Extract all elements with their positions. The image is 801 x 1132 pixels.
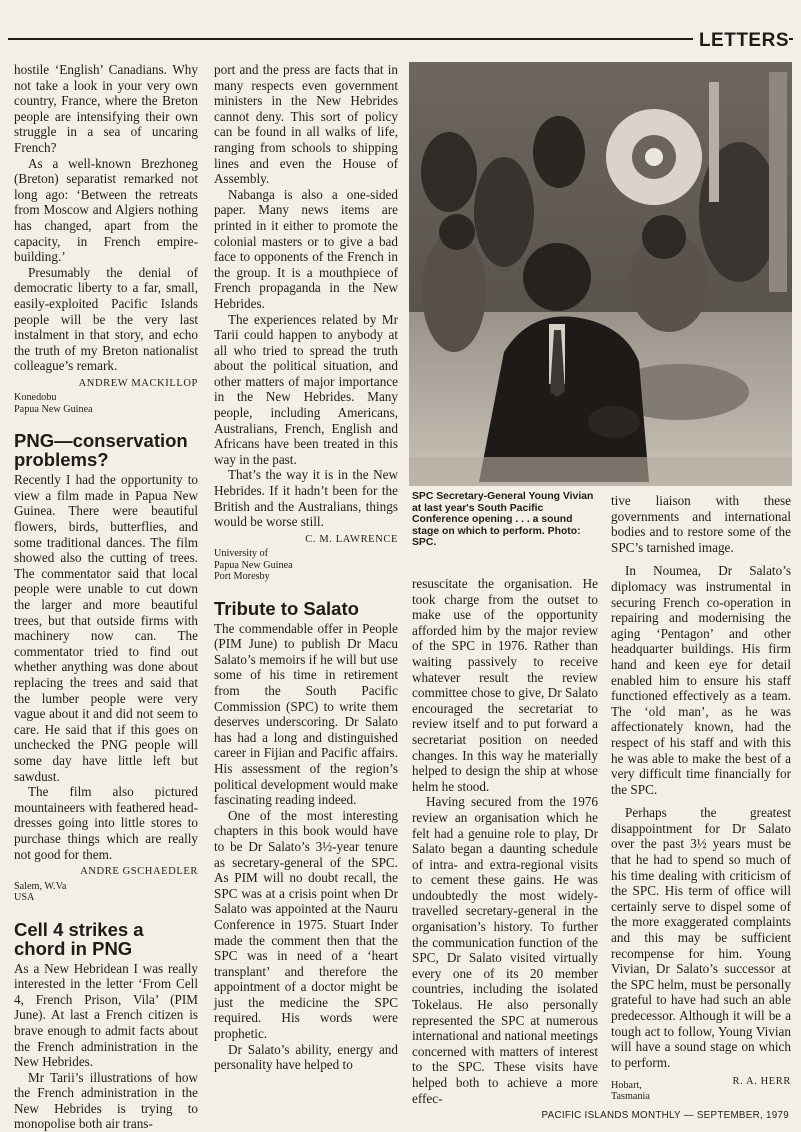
letter4-paragraph: Dr Salato’s ability, energy and personality have helped to — [214, 1041, 398, 1073]
letter3-signature: C. M. LAWRENCE — [305, 533, 398, 545]
letter2-headline: PNG—conservation problems? — [14, 430, 188, 471]
letter2-paragraph: The film also pictured mountaineers with feathered head-dresses going into little stores to purchase things which are really not good for them. — [14, 784, 198, 862]
letter4-paragraph: Perhaps the greatest disappointment for Dr Salato over the past 3½ years must be that he had to spend so much of his time dealing with criticism of the SPC. His term of office will certainly serve to dispel some of the more exaggerated complaints and this may be sufficient recompense for him. Young Vivian, Dr Salato’s successor at the SPC helm, must be personally grateful to have had such an able predecessor. Although it will be a tough act to follow, Young Vivian will have a sound stage on which to perform. — [611, 805, 791, 1070]
letter1-location-line: Papua New Guinea — [14, 403, 93, 415]
letter3-location-line: Port Moresby — [214, 571, 270, 583]
letter2-signature: ANDRE GSCHAEDLER — [80, 866, 198, 878]
letter1-paragraph: Presumably the denial of democratic liberty to a far, small, easily-exploited Pacific Islands people will be the very last instalment in that story, and echo the truth of my Breton nationalist colleague’s remark. — [14, 264, 198, 374]
letter4-headline: Tribute to Salato — [214, 597, 359, 619]
page-footer: PACIFIC ISLANDS MONTHLY — SEPTEMBER, 1979 — [541, 1110, 789, 1121]
letter4-paragraph: tive liaison with these governments and international bodies and to restore some of the SPC’s tarnished image. — [611, 493, 791, 555]
letter2-paragraph: Recently I had the opportunity to view a film made in Papua New Guinea. There were beautiful flowers, birds, butterflies, and some traditional dances. The film showed also the cutting of trees. The commentator said that local people were unable to cut down the larger and more beautiful trees, but that outside firms with machinery now can. The commentator tried to find out whether anything was done about replacing the trees and said that the lumber people were very vague about it and did not seem to care. He said that if this goes on unchecked the PNG people will some day have little left but sawdust. — [14, 472, 198, 784]
letter1-location-line: Konedobu — [14, 392, 57, 404]
photo-image — [409, 62, 792, 486]
letter2-location — [14, 881, 198, 904]
letter4-paragraph: resuscitate the organisation. He took charge from the outset to make use of the opportunity afforded him by the major review of the SPC in 1976. Rather than waiting passively to receive whatever result the review committee chose to give, Dr Salato encouraged the secretariat to review itself and to put forward a secretariat position on needed changes. In this way he materially helped to design the ship at whose helm he stood. — [412, 576, 598, 794]
letter3-paragraph: Nabanga is also a one-sided paper. Many news items are printed in it either to promote the colonial masters or to give a bad face to opponents of the French in the group. It is a mouthpiece of French propaganda in the New Hebrides. — [214, 186, 398, 311]
header-rule — [8, 38, 793, 40]
column-4 — [611, 493, 791, 1103]
letter1-signature: ANDREW MACKILLOP — [78, 377, 198, 389]
letter3-paragraph: As a New Hebridean I was really interested in the letter ‘From Cell 4, French Prison, Vila’ (PIM June). At last a French citizen is brave enough to admit facts about the French administration in the New Hebrides. — [14, 960, 198, 1070]
letter1-paragraph: hostile ‘English’ Canadians. Why not take a look in your very own country, France, where the Breton people are intensifying their own struggle in a sea of uncaring French? — [14, 62, 198, 155]
letter4-paragraph: Having secured from the 1976 review an organisation which he felt had a genuine role to play, Dr Salato began a daunting schedule of intra- and extra-regional visits to cement these gains. He was undoubtedly the most widely-travelled secretary-general in the organisation’s history. To further the communication function of the SPC, Dr Salato visited virtually every one of its 20 member countries, including the isolated Tokelaus. He also personally represented the SPC at numerous international and national meetings concerned with matters of interest to the SPC. These visits have helped both to achieve a more effec- — [412, 794, 598, 1106]
column-1 — [14, 62, 198, 1132]
letter4-signature: R. A. HERR — [732, 1076, 791, 1088]
letter3-paragraph: That’s the way it is in the New Hebrides. If it hadn’t been for the British and the Australians, things would be worse still. — [214, 467, 398, 530]
section-title: LETTERS — [693, 30, 789, 52]
letter3-paragraph: port and the press are facts that in many respects even government ministers in the New Hebrides cannot deny. This sort of policy can be found in all walks of life, ranging from schools to shipping lines and even the House of Assembly. — [214, 62, 398, 187]
letter1-paragraph: As a well-known Brezhoneg (Breton) separatist remarked not long ago: ‘Between the retreats from Moscow and Algiers nothing has changed, apart from the capacity, in French empire-building.’ — [14, 155, 198, 265]
letter3-paragraph: The experiences related by Mr Tarii could happen to anybody at all who tried to spread the truth about the political situation, and other matters of major importance in the New Hebrides. Many people, including Americans, Australians, French, English and Africans have been treated in this way in the past. — [214, 311, 398, 467]
photo-spc-secretary-general — [409, 62, 792, 486]
letter4-location-line: Tasmania — [611, 1091, 650, 1103]
letter4-paragraph: One of the most interesting chapters in this book would have to be Dr Salato’s 3½-year tenure as secretary-general of the SPC. As PIM will no doubt recall, the SPC was at a crisis point when Dr Salato was appointed at the Nauru Conference in 1975. Stuart Inder made the comment then that the SPC was in need of a ‘heart transplant’ and therefore the appointment of a doctor might be just the medicine the SPC required. His words were prophetic. — [214, 807, 398, 1042]
letter3-paragraph: Mr Tarii’s illustrations of how the French administration in the New Hebrides is trying to monopolise both air trans- — [14, 1069, 198, 1132]
letter3-location-line: Papua New Guinea — [214, 559, 293, 571]
letter2-location-line: USA — [14, 892, 35, 904]
column-3 — [412, 576, 598, 1106]
photo-caption: SPC Secretary-General Young Vivian at last year's South Pacific Conference opening . . . a sound stage on which to perform. Photo: SPC. — [412, 491, 594, 549]
column-2 — [214, 62, 398, 1073]
letter2-location-line: Salem, W.Va — [14, 880, 67, 892]
letter4-paragraph: In Noumea, Dr Salato’s diplomacy was instrumental in securing French co-operation in repairing and modernising the aging ‘Pentagon’ and other headquarter buildings. His firm hand and keen eye for detail enabled him to ensure his staff functioned effectively as a team. The ‘old man’, as he was affectionately known, had the respect of his staff and with this he was able to make the best of a very difficult time financially for the SPC. — [611, 563, 791, 797]
letter3-location-line: University of — [214, 548, 269, 560]
letter4-location-line: Hobart, — [611, 1079, 642, 1091]
letter1-location — [14, 392, 198, 415]
letter4-paragraph: The commendable offer in People (PIM June) to publish Dr Macu Salato’s memoirs if he will but use some of his time in retirement from the South Pacific Commission (SPC) to write them deserves underscoring. Dr Salato has had a long and distinguished career in Fijian and Pacific affairs. His assessment of the region’s political development would make fascinating reading indeed. — [214, 620, 398, 808]
letter3-location — [214, 548, 398, 582]
letter3-headline: Cell 4 strikes a chord in PNG — [14, 918, 144, 959]
